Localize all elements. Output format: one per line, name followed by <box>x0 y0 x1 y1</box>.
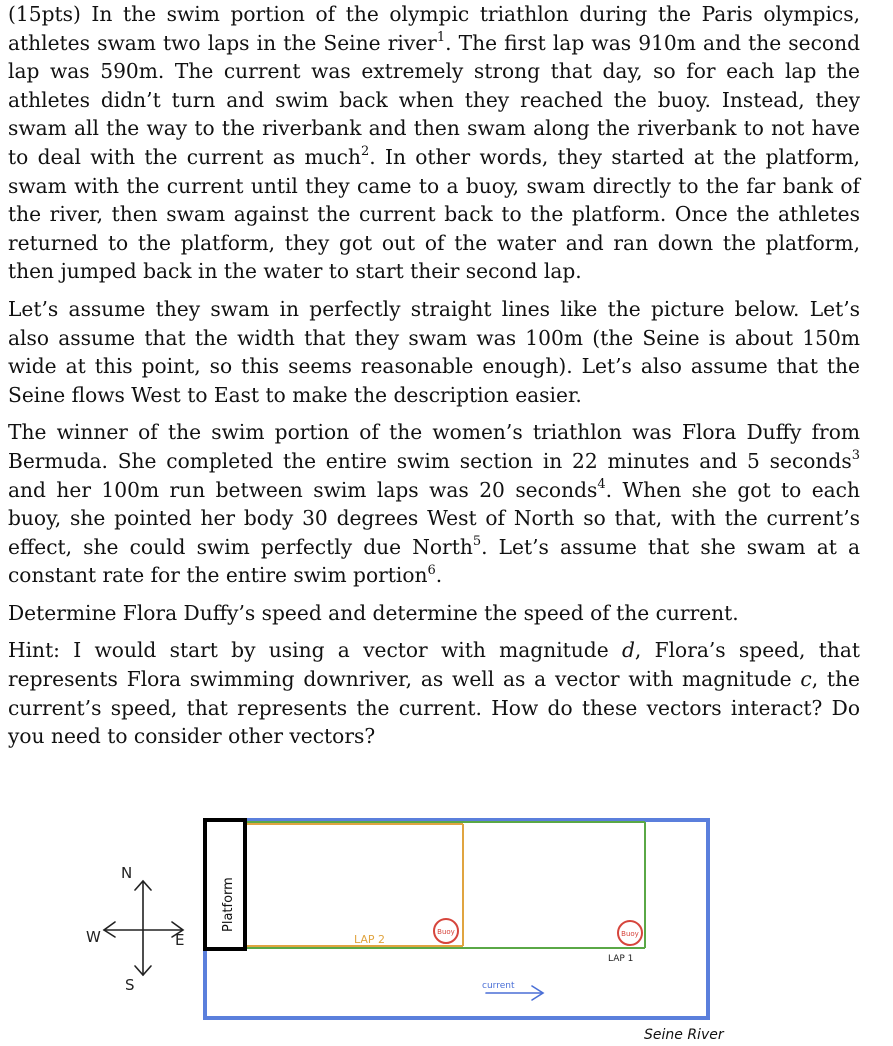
footnote-2: 2 <box>360 144 370 160</box>
lap2-label: LAP 2 <box>354 933 386 946</box>
compass-south-label: S <box>125 976 135 994</box>
footnote-6: 6 <box>427 562 436 578</box>
problem-text <box>8 0 860 751</box>
lap1-label: LAP 1 <box>608 954 634 964</box>
paragraph-assumptions: Let’s assume they swam in perfectly straight lines like the picture below. Let’s also assume that the width that they swam was 100m (the Seine is about 150m wide at this point, so this seems reasonable enough). Let’s also assume that the Seine flows West to East to make the description easier. <box>8 296 860 407</box>
footnote-4: 4 <box>597 476 606 492</box>
compass-north-label: N <box>121 864 133 882</box>
lap2-path <box>245 824 463 946</box>
paragraph-flora: The winner of the swim portion of the women’s triathlon was Flora Duffy from Bermuda. She completed the entire swim section in 22 minutes and 5 seconds$^3$ and her 100m run between swim laps was 20 seconds$^4$. When she got to each buoy, she pointed her body 30 degrees West of North so that, with the current’s effect, she could swim perfectly due North$^5$. Let’s assume that she swam at a constant rate for the entire swim portion$^6$. <box>8 420 860 588</box>
compass-west-label: W <box>86 928 101 946</box>
platform-label: Platform <box>221 877 236 932</box>
footnote-3: 3 <box>851 448 860 464</box>
compass-east-label: E <box>175 931 185 949</box>
footnote-1: 1 <box>436 29 446 45</box>
paragraph-intro: (15pts) In the swim portion of the olympic triathlon during the Paris olympics, athletes swam two laps in the Seine river$^1$. The first lap was 910m and the second lap was 590m. The current was extremely strong that day, so for each lap the athletes didn’t turn and swim back when they reached the buoy. Instead, they swam all the way to the riverbank and then swam along the riverbank to not have to deal with the current as much$^2$. In other words, they started at the platform, swam with the current until they came to a buoy, swam directly to the far bank of the river, then swam against the current back to the platform. Once the athletes returned to the platform, they got out of the water and ran down the platform, then jumped back in the water to start their second lap. <box>8 2 861 284</box>
river-label: Seine River <box>644 1027 724 1043</box>
river-diagram <box>0 780 893 1046</box>
current-label: current <box>482 981 515 991</box>
compass <box>104 881 183 975</box>
seine-river <box>205 820 708 1018</box>
paragraph-question: Determine Flora Duffy’s speed and determine the speed of the current. <box>8 600 739 625</box>
buoy-lap2-label: Buoy <box>437 928 455 936</box>
footnote-5: 5 <box>472 533 482 549</box>
buoy-lap1-label: Buoy <box>621 930 639 938</box>
paragraph-hint: Hint: I would start by using a vector with magnitude d, Flora’s speed, that represents Flora swimming downriver, as well as a vector with magnitude c, the current’s speed, that represents the current. How do these vectors interact? Do you need to consider other vectors? <box>8 638 860 749</box>
